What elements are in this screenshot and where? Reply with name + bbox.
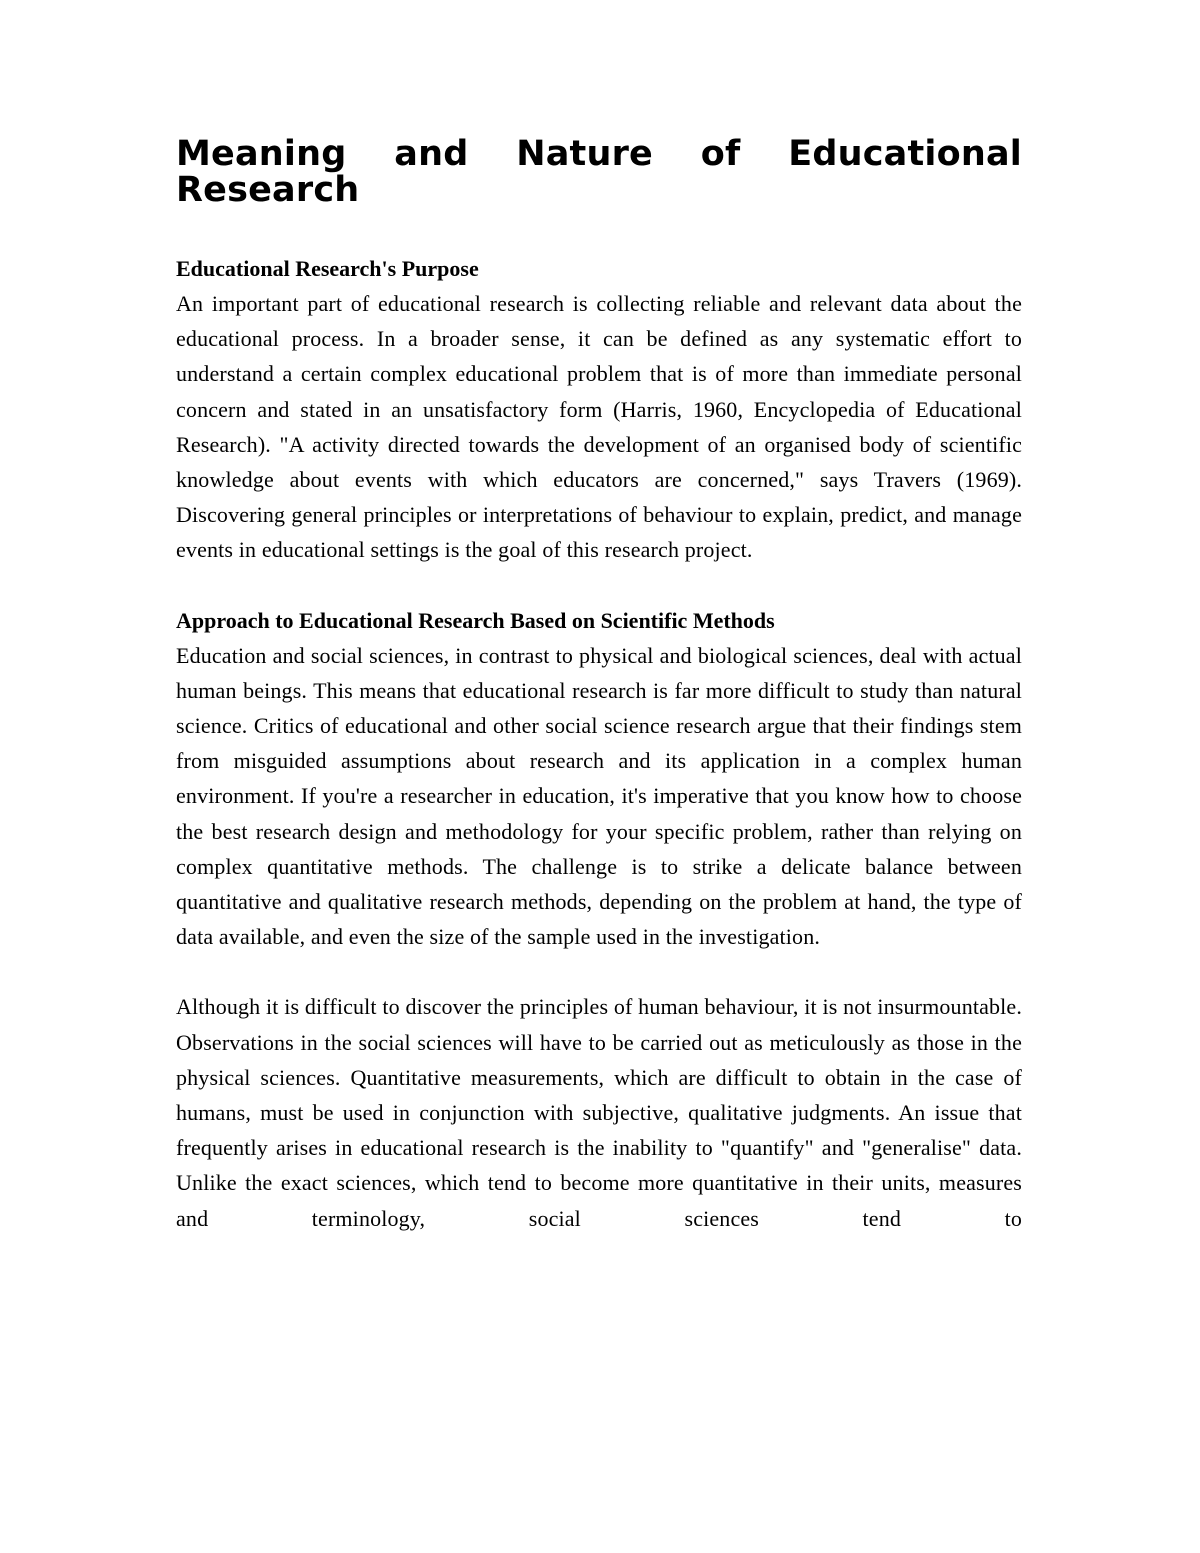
section-scientific-approach (176, 603, 1022, 1236)
section-paragraph: Education and social sciences, in contrast to physical and biological sciences, deal with actual human beings. This means that educational research is far more difficult to study than natural science. Critics of educational and other social science research argue that their findings stem from misguided assumptions about research and its application in a complex human environment. If you're a researcher in education, it's imperative that you know how to choose the best research design and methodology for your specific problem, rather than relying on complex quantitative methods. The challenge is to strike a delicate balance between quantitative and qualitative research methods, depending on the problem at hand, the type of data available, and even the size of the sample used in the investigation. (176, 642, 1022, 950)
section-heading: Educational Research's Purpose (176, 256, 479, 281)
document-title: Meaning and Nature of Educational Research (176, 134, 1022, 210)
section-paragraph: Although it is difficult to discover the principles of human behaviour, it is not insurmountable. Observations in the social sciences will have to be carried out as meticulously as those in the physical sciences. Quantitative measurements, which are difficult to obtain in the case of humans, must be used in conjunction with subjective, qualitative judgments. An issue that frequently arises in educational research is the inability to "quantify" and "generalise" data. Unlike the exact sciences, which tend to become more quantitative in their units, measures and terminology, social sciences tend to (176, 994, 1022, 1231)
section-heading: Approach to Educational Research Based on Scientific Methods (176, 607, 775, 633)
section-purpose (176, 251, 1022, 568)
document-body (176, 136, 1022, 1236)
section-paragraph: An important part of educational research is collecting reliable and relevant data about the educational process. In a broader sense, it can be defined as any systematic effort to understand a certain complex educational problem that is of more than immediate personal concern and stated in an unsatisfactory form (Harris, 1960, Encyclopedia of Educational Research). "A activity directed towards the development of an organised body of scientific knowledge about events with which educators are concerned," says Travers (1969). Discovering general principles or interpretations of behaviour to explain, predict, and manage events in educational settings is the goal of this research project. (176, 291, 1022, 563)
